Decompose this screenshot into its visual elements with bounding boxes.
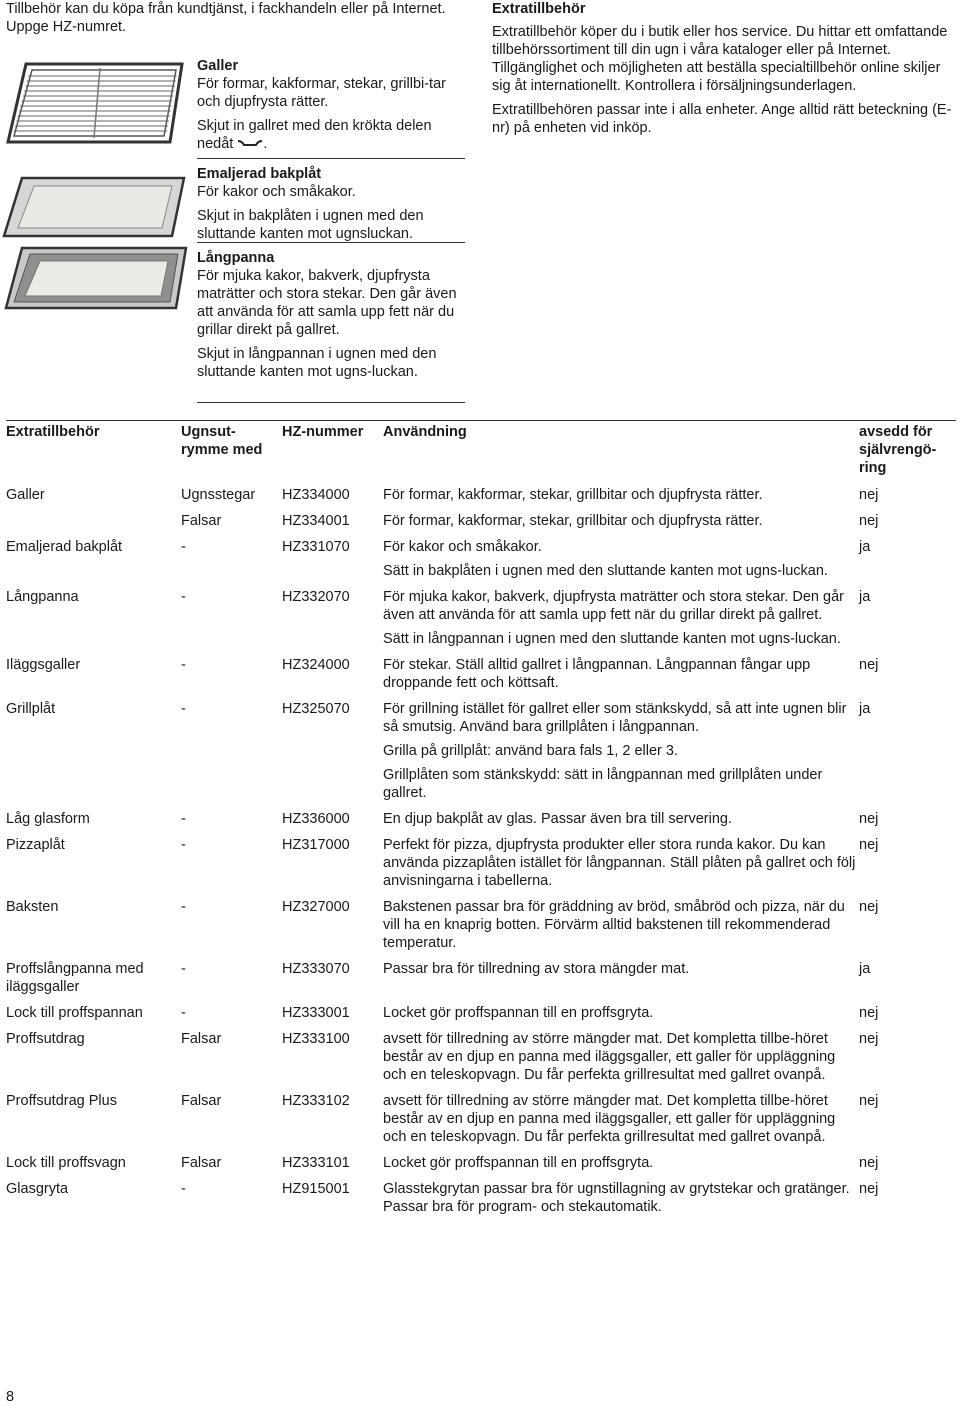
usage-text: Perfekt för pizza, djupfrysta produkter eller stora runda kakor. Du kan använda pizzaplåten istället för långpannan. Ställ plåten på gallret och följ anvisningarna i tabellerna. [383, 837, 856, 889]
cell-self-cleaning: ja [859, 539, 871, 555]
usage-text: Glasstekgrytan passar bra för ugnstillagning av grytstekar och gratänger. Passar bra för program- och stekautomatik. [383, 1181, 850, 1215]
cell-hz-number: HZ333100 [282, 1031, 350, 1047]
cell-oven-space: - [181, 899, 186, 915]
cell-usage [383, 1180, 859, 1216]
cell-oven-space: - [181, 837, 186, 853]
cell-accessory: Lock till proffspannan [6, 1005, 143, 1021]
usage-text: För formar, kakformar, stekar, grillbitar och djupfrysta rätter. [383, 513, 763, 529]
divider [197, 402, 465, 403]
cell-hz-number: HZ915001 [282, 1181, 350, 1197]
cell-usage [383, 960, 859, 996]
cell-accessory: Proffsutdrag Plus [6, 1093, 117, 1109]
usage-text: En djup bakplåt av glas. Passar även bra till servering. [383, 811, 732, 827]
usage-text: För mjuka kakor, bakverk, djupfrysta maträtter och stora stekar. Den går även att använda för att samla upp fett när du grillar direkt på gallret. [383, 589, 844, 623]
cell-accessory: Grillplåt [6, 701, 56, 717]
cell-usage [383, 486, 859, 504]
cell-hz-number: HZ327000 [282, 899, 350, 915]
table-row [6, 835, 956, 897]
cell-hz-number: HZ317000 [282, 837, 350, 853]
usage-text: För grillning istället för gallret eller som stänkskydd, så att inte ugnen blir så smutsig. Använd bara grillplåten i långpannan. [383, 701, 847, 735]
cell-oven-space: - [181, 1005, 186, 1021]
divider [197, 158, 465, 159]
cell-oven-space: - [181, 657, 186, 673]
cell-self-cleaning: nej [859, 657, 879, 673]
baking-tray-illustration [0, 174, 190, 242]
cell-self-cleaning: ja [859, 961, 871, 977]
table-header [6, 421, 956, 485]
cell-oven-space: Falsar [181, 1155, 222, 1171]
cell-oven-space: - [181, 589, 186, 605]
cell-self-cleaning: nej [859, 1005, 879, 1021]
cell-usage [383, 1030, 859, 1084]
cell-hz-number: HZ325070 [282, 701, 350, 717]
cell-oven-space: Ugnsstegar [181, 487, 256, 503]
cell-self-cleaning: nej [859, 899, 879, 915]
table-row [6, 485, 956, 511]
table-body [6, 485, 956, 1223]
accessory-title: Långpanna [197, 250, 275, 266]
cell-hz-number: HZ331070 [282, 539, 350, 555]
cell-accessory: Proffsutdrag [6, 1031, 85, 1047]
usage-text: Passar bra för tillredning av stora mängder mat. [383, 961, 690, 977]
section-heading: Extratillbehör [492, 1, 586, 17]
cell-accessory: Glasgryta [6, 1181, 69, 1197]
cell-usage [383, 810, 859, 828]
cell-accessory: Emaljerad bakplåt [6, 539, 123, 555]
cell-self-cleaning: nej [859, 1031, 879, 1047]
accessory-instruction: Skjut in gallret med den krökta delen nedåt [197, 118, 432, 152]
cell-oven-space: Falsar [181, 513, 222, 529]
cell-self-cleaning: ja [859, 589, 871, 605]
cell-hz-number: HZ324000 [282, 657, 350, 673]
cell-self-cleaning: nej [859, 1093, 879, 1109]
cell-hz-number: HZ336000 [282, 811, 350, 827]
usage-text: För kakor och småkakor. [383, 539, 542, 555]
cell-hz-number: HZ333102 [282, 1093, 350, 1109]
table-row [6, 511, 956, 537]
cell-oven-space: - [181, 539, 186, 555]
column-header: Ugnsut-rymme med [181, 424, 263, 458]
cell-self-cleaning: nej [859, 487, 879, 503]
cell-accessory: Lock till proffsvagn [6, 1155, 126, 1171]
accessory-instruction: Skjut in långpannan i ugnen med den sluttande kanten mot ugns-luckan. [197, 346, 437, 380]
table-row [6, 1029, 956, 1091]
usage-text: Locket gör proffspannan till en proffsgryta. [383, 1155, 654, 1171]
column-header: Extratillbehör [6, 424, 100, 440]
table-row [6, 537, 956, 587]
usage-text: Locket gör proffspannan till en proffsgryta. [383, 1005, 654, 1021]
cell-usage [383, 1154, 859, 1172]
cell-self-cleaning: nej [859, 811, 879, 827]
extras-paragraph: Extratillbehör köper du i butik eller hos service. Du hittar ett omfattande tillbehörssortiment till din ugn i våra kataloger eller på Internet. Tillgänglighet och möjligheten att beställa specialtillbehör online skiljer sig åt internationellt. Kontrollera i försäljningsunderlagen. [492, 24, 948, 94]
table-row [6, 809, 956, 835]
cell-accessory [6, 512, 181, 530]
accessory-description: För formar, kakformar, stekar, grillbi-tar och djupfrysta rätter. [197, 76, 446, 110]
table-row [6, 655, 956, 699]
cell-accessory: Baksten [6, 899, 59, 915]
accessory-description: För mjuka kakor, bakverk, djupfrysta maträtter och stora stekar. Den går även att använda för att samla upp fett när du grillar direkt på gallret. [197, 268, 457, 338]
cell-hz-number: HZ334000 [282, 487, 350, 503]
table-row [6, 587, 956, 655]
usage-text: Sätt in bakplåten i ugnen med den sluttande kanten mot ugns-luckan. [383, 563, 828, 579]
extras-section [492, 0, 952, 143]
accessory-title: Emaljerad bakplåt [197, 166, 322, 182]
cell-usage [383, 898, 859, 952]
usage-text: För formar, kakformar, stekar, grillbitar och djupfrysta rätter. [383, 487, 763, 503]
table-row [6, 1179, 956, 1223]
usage-text: Grillplåten som stänkskydd: sätt in långpannan med grillplåten under gallret. [383, 767, 823, 801]
deep-pan-illustration [0, 244, 190, 316]
cell-self-cleaning: nej [859, 837, 879, 853]
cell-oven-space: Falsar [181, 1031, 222, 1047]
cell-hz-number: HZ333101 [282, 1155, 350, 1171]
usage-text: avsett för tillredning av större mängder mat. Det kompletta tillbe-höret består av en djup en panna med iläggsgaller, ett galler för uppläggning och en teleskopvagn. Du får perfekta grillresultat med gallret ovanpå. [383, 1031, 836, 1083]
accessories-table [6, 420, 956, 1223]
usage-text: Grilla på grillplåt: använd bara fals 1, 2 eller 3. [383, 743, 678, 759]
cell-oven-space: Falsar [181, 1093, 222, 1109]
cell-oven-space: - [181, 811, 186, 827]
cell-usage [383, 1092, 859, 1146]
cell-self-cleaning: ja [859, 701, 871, 717]
usage-text: Bakstenen passar bra för gräddning av bröd, småbröd och pizza, när du vill ha en knaprig botten. Förvärm alltid bakstenen till rekommenderad temperatur. [383, 899, 845, 951]
table-row [6, 699, 956, 809]
cell-accessory: Pizzaplåt [6, 837, 65, 853]
column-header: HZ-nummer [282, 424, 364, 440]
cell-self-cleaning: nej [859, 513, 879, 529]
table-row [6, 1003, 956, 1029]
accessory-description: För kakor och småkakor. [197, 184, 356, 200]
divider [197, 242, 465, 243]
accessory-instruction: Skjut in bakplåten i ugnen med den sluttande kanten mot ugnsluckan. [197, 208, 424, 242]
intro-text: Tillbehör kan du köpa från kundtjänst, i fackhandeln eller på Internet. Uppge HZ-numret. [6, 1, 446, 35]
cell-usage [383, 512, 859, 530]
extras-paragraph: Extratillbehören passar inte i alla enheter. Ange alltid rätt beteckning (E-nr) på enheten vid inköp. [492, 102, 952, 136]
usage-text: För stekar. Ställ alltid gallret i långpannan. Långpannan fångar upp droppande fett och köttsaft. [383, 657, 811, 691]
cell-hz-number: HZ333070 [282, 961, 350, 977]
cell-accessory: Låg glasform [6, 811, 90, 827]
cell-hz-number: HZ332070 [282, 589, 350, 605]
column-header: avsedd för självrengö-ring [859, 424, 937, 476]
cell-accessory: Långpanna [6, 589, 79, 605]
oven-rack-illustration [0, 54, 190, 154]
cell-oven-space: - [181, 961, 186, 977]
column-header: Användning [383, 424, 467, 440]
cell-accessory: Iläggsgaller [6, 657, 81, 673]
cell-usage [383, 588, 859, 648]
cell-usage [383, 656, 859, 692]
cell-hz-number: HZ333001 [282, 1005, 350, 1021]
usage-text: avsett för tillredning av större mängder mat. Det kompletta tillbe-höret består av en djup en panna med iläggsgaller, ett galler för uppläggning och en teleskopvagn. Du får perfekta grillresultat med gallret ovanpå. [383, 1093, 836, 1145]
cell-accessory: Proffslångpanna med iläggsgaller [6, 961, 144, 995]
cell-hz-number: HZ334001 [282, 513, 350, 529]
table-row [6, 1091, 956, 1153]
table-row [6, 1153, 956, 1179]
cell-self-cleaning: nej [859, 1181, 879, 1197]
cell-oven-space: - [181, 701, 186, 717]
table-row [6, 897, 956, 959]
cell-oven-space: - [181, 1181, 186, 1197]
cell-accessory: Galler [6, 487, 45, 503]
usage-text: Sätt in långpannan i ugnen med den sluttande kanten mot ugns-luckan. [383, 631, 841, 647]
curved-rack-edge-icon [237, 139, 263, 149]
cell-usage [383, 1004, 859, 1022]
table-row [6, 959, 956, 1003]
cell-usage [383, 836, 859, 890]
cell-usage [383, 538, 859, 580]
page-number: 8 [6, 1389, 15, 1405]
cell-usage [383, 700, 859, 802]
cell-self-cleaning: nej [859, 1155, 879, 1171]
accessory-title: Galler [197, 58, 239, 74]
